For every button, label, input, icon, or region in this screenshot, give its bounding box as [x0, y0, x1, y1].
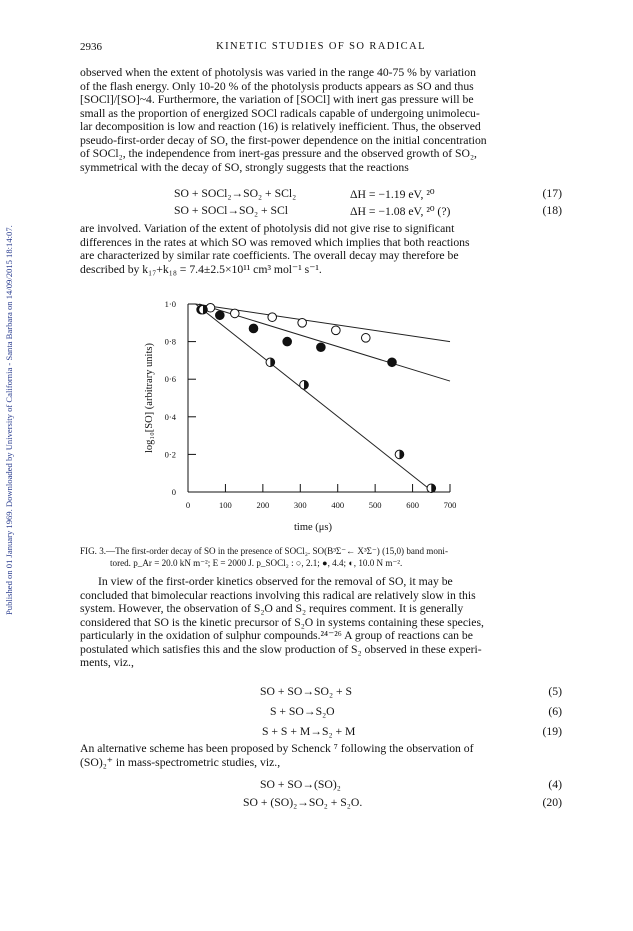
- y-tick-label: 1·0: [164, 299, 176, 309]
- text-line: postulated which satisfies this and the slow production of S₂ observed in these experi-: [80, 642, 482, 656]
- data-point-filled: [283, 337, 292, 346]
- equation-formula: S + S + M→S₂ + M: [262, 725, 356, 738]
- text-line: lar decomposition is low and reaction (16) is relatively inefficient. Thus, the observed: [80, 120, 481, 133]
- equation-19: [80, 725, 562, 739]
- caption-line: tored. p_Ar = 20.0 kN m⁻²; E = 2000 J. p_SOCl₂ : ○, 2.1; ●, 4.4; ◐, 10.0 N m⁻².: [110, 557, 403, 568]
- enthalpy-value: ΔH = −1.08 eV, ²⁰ (?): [350, 205, 451, 218]
- text-line: (SO)₂⁺ in mass-spectrometric studies, viz.,: [80, 755, 281, 769]
- equation-number: (17): [542, 187, 562, 200]
- text-line: described by k₁₇+k₁₈ = 7.4±2.5×10¹¹ cm³ mol⁻¹ s⁻¹.: [80, 262, 322, 276]
- y-tick-label: 0·6: [164, 374, 176, 385]
- data-point-open: [298, 319, 307, 328]
- y-tick-label: 0·2: [164, 449, 176, 460]
- x-tick-label: 600: [406, 500, 419, 510]
- equation-formula: SO + SOCl₂→SO₂ + SCl₂: [174, 187, 297, 200]
- equation-number: (5): [548, 685, 562, 698]
- x-tick-label: 700: [443, 500, 457, 510]
- x-axis-label: time (μs): [294, 522, 332, 533]
- equation-number: (4): [548, 778, 562, 791]
- equation-number: (19): [542, 725, 562, 738]
- equation-5: [80, 685, 562, 699]
- text-line: are involved. Variation of the extent of photolysis did not give rise to significant: [80, 222, 455, 235]
- text-line: concluded that bimolecular reactions involving this radical are relatively slow in this: [80, 588, 476, 602]
- text-line: differences in the rates at which SO was removed which implies that both reactions: [80, 235, 470, 249]
- text-line: small as the proportion of energized SOCl radicals capable of undergoing unimolecu-: [80, 106, 480, 120]
- enthalpy-value: ΔH = −1.19 eV, ²⁰: [350, 188, 435, 201]
- equation-number: (6): [548, 705, 562, 718]
- paragraph-1: [80, 66, 562, 174]
- data-point-open: [361, 334, 370, 343]
- equation-17: [80, 187, 562, 201]
- text-line: system. However, the observation of S₂O and S₂ requires comment. It is generally: [80, 602, 464, 615]
- text-line: pseudo-first-order decay of SO, the first-power dependence on the initial concentration: [80, 133, 487, 147]
- running-title: KINETIC STUDIES OF SO RADICAL: [216, 41, 426, 52]
- data-point-filled: [249, 324, 258, 333]
- text-line: ments, viz.,: [80, 656, 134, 669]
- data-point-open: [332, 326, 341, 335]
- text-line: of SOCl₂, the independence from inert-gas pressure and the observed growth of SO₂,: [80, 147, 477, 160]
- fit-line-2: [195, 304, 433, 492]
- equation-formula: S + SO→S₂O: [270, 705, 335, 718]
- x-tick-label: 100: [219, 500, 232, 510]
- y-tick-label: 0·4: [164, 411, 176, 422]
- text-line: observed when the extent of photolysis was varied in the range 40-75 % by variation: [80, 66, 476, 79]
- y-axis-label: log₁₀[SO] (arbitrary units): [144, 343, 155, 453]
- x-tick-label: 200: [256, 500, 270, 510]
- x-tick-label: 300: [293, 500, 307, 510]
- text-line: [SOCl]/[SO]~4. Furthermore, the variation of [SOCl] with inert gas pressure will be: [80, 93, 474, 106]
- caption-line: FIG. 3.—The first-order decay of SO in the presence of SOCl₂. SO(B³Σ⁻← X³Σ⁻) (15,0) band moni-: [80, 546, 448, 556]
- text-line: considered that SO is the kinetic precursor of S₂O in systems containing these species,: [80, 615, 484, 629]
- text-line: In view of the first-order kinetics observed for the removal of SO, it may be: [98, 575, 453, 588]
- y-tick-label: 0·8: [164, 336, 176, 347]
- x-tick-label: 400: [331, 500, 345, 510]
- equation-number: (20): [542, 796, 562, 809]
- x-tick-label: 0: [185, 500, 191, 510]
- equation-formula: SO + SO→(SO)₂: [260, 778, 341, 791]
- text-line: An alternative scheme has been proposed by Schenck ⁷ following the observation of: [80, 742, 474, 755]
- x-tick-label: 500: [368, 500, 382, 510]
- data-point-open: [268, 313, 277, 322]
- y-tick-label: 0: [171, 487, 176, 497]
- data-point-filled: [388, 358, 397, 367]
- equation-4: [80, 778, 562, 792]
- download-watermark: [4, 95, 18, 615]
- decay-chart: [108, 292, 466, 540]
- data-point-filled: [216, 311, 225, 320]
- equation-6: [80, 705, 562, 719]
- equation-formula: SO + (SO)₂→SO₂ + S₂O.: [243, 796, 363, 809]
- equation-number: (18): [542, 204, 562, 217]
- paragraph-3: [80, 575, 562, 670]
- download-notice: Published on 01 January 1969. Downloaded by University of California - Santa Barbara on 14/09/2015 18:14:07.: [4, 225, 14, 615]
- equation-18: [80, 204, 562, 218]
- equation-formula: SO + SO→SO₂ + S: [260, 685, 352, 698]
- figure-caption: [80, 546, 562, 569]
- text-line: are characterized by similar rate coefficients. The overall decay may therefore be: [80, 249, 459, 262]
- equation-20: [80, 796, 562, 810]
- decay-figure: [108, 292, 466, 540]
- text-line: particularly in the oxidation of sulphur compounds.²⁴⁻²⁶ A group of reactions can be: [80, 629, 473, 642]
- page-header: [80, 41, 562, 55]
- equation-formula: SO + SOCl→SO₂ + SCl: [174, 204, 289, 217]
- paragraph-2: [80, 222, 562, 276]
- text-line: of the flash energy. Only 10-20 % of the photolysis products appears as SO and thus: [80, 79, 474, 93]
- data-point-open: [230, 309, 239, 318]
- data-point-filled: [317, 343, 326, 352]
- page-number: 2936: [80, 41, 102, 53]
- paragraph-4: [80, 742, 562, 769]
- text-line: symmetrical with the decay of SO, strongly suggests that the reactions: [80, 160, 409, 174]
